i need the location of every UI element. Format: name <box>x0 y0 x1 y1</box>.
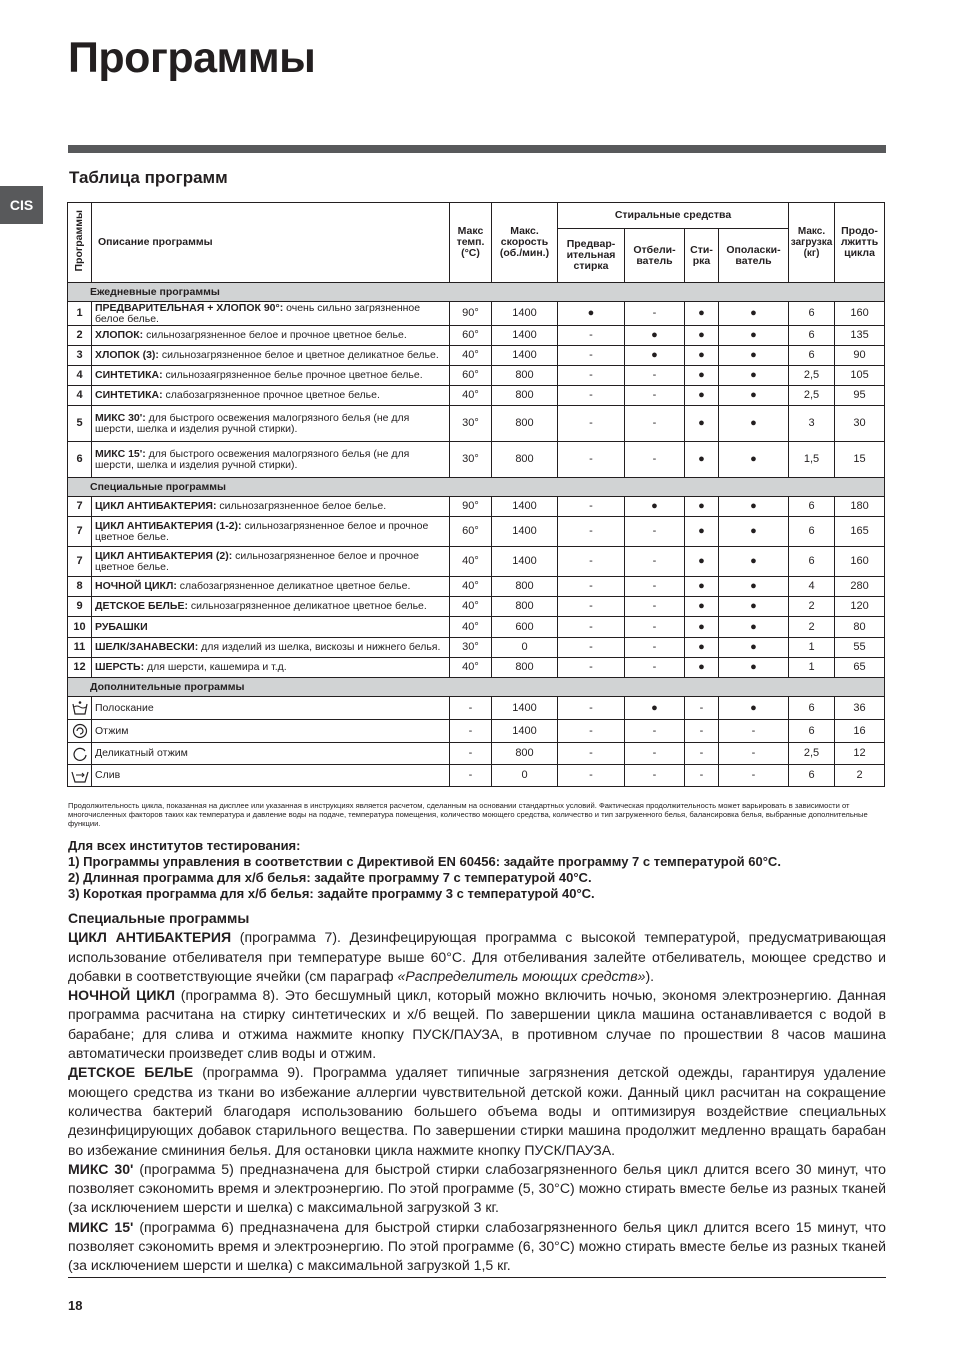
max-speed-header: Макс. скорость (об./мин.) <box>492 203 558 283</box>
max-load-header: Макс. загрузка (кг) <box>789 203 835 283</box>
softener-header: Ополаски-ватель <box>719 229 789 283</box>
wash-cell: ● <box>685 597 719 617</box>
table-row <box>68 346 885 366</box>
table-title: Таблица программ <box>69 168 228 187</box>
max-temp-cell: 40° <box>450 577 492 597</box>
bleach-cell: - <box>625 442 685 478</box>
max-speed-cell: 800 <box>492 577 558 597</box>
wash-cell: ● <box>685 497 719 517</box>
wash-cell: ● <box>685 366 719 386</box>
program-number: 11 <box>68 638 92 658</box>
bleach-header: Отбели-ватель <box>625 229 685 283</box>
max-speed-cell: 1400 <box>492 720 558 743</box>
softener-cell: ● <box>719 617 789 638</box>
page-title: Программы <box>68 34 316 82</box>
bleach-cell: - <box>625 617 685 638</box>
program-description: СИНТЕТИКА: сильнозаягрязненное белье прочное цветное белье. <box>92 366 450 386</box>
bleach-cell: - <box>625 638 685 658</box>
table-row <box>68 386 885 406</box>
max-speed-cell: 1400 <box>492 697 558 720</box>
prewash-cell: - <box>558 638 625 658</box>
prewash-cell: - <box>558 517 625 547</box>
softener-cell: ● <box>719 497 789 517</box>
program-description: МИКС 30': для быстрого освежения малогрязного белья (не для шерсти, шелка и изделия ручной стирки). <box>92 406 450 442</box>
program-description: СИНТЕТИКА: слабозагрязненное прочное цветное белье. <box>92 386 450 406</box>
max-speed-cell: 600 <box>492 617 558 638</box>
program-number: 8 <box>68 577 92 597</box>
bleach-cell: ● <box>625 326 685 346</box>
max-load-cell: 6 <box>789 697 835 720</box>
duration-cell: 90 <box>835 346 885 366</box>
max-load-cell: 6 <box>789 346 835 366</box>
table-row <box>68 497 885 517</box>
program-number: 7 <box>68 497 92 517</box>
duration-header: Продо-лжитть цикла <box>835 203 885 283</box>
spin-icon <box>68 720 92 743</box>
table-row <box>68 743 885 765</box>
max-temp-cell: 40° <box>450 658 492 678</box>
table-row <box>68 617 885 638</box>
program-description: МИКС 15': для быстрого освежения малогрязного белья (не для шерсти, шелка и изделия ручной стирки). <box>92 442 450 478</box>
program-number: 6 <box>68 442 92 478</box>
max-speed-cell: 800 <box>492 386 558 406</box>
bleach-cell: - <box>625 765 685 787</box>
softener-cell: ● <box>719 406 789 442</box>
max-speed-cell: 800 <box>492 743 558 765</box>
prewash-cell: - <box>558 326 625 346</box>
footer-rule <box>68 1277 886 1278</box>
duration-cell: 180 <box>835 497 885 517</box>
wash-cell: - <box>685 697 719 720</box>
max-load-cell: 2,5 <box>789 386 835 406</box>
wash-cell: ● <box>685 326 719 346</box>
prewash-cell: - <box>558 658 625 678</box>
bleach-cell: - <box>625 658 685 678</box>
max-speed-cell: 800 <box>492 366 558 386</box>
max-speed-cell: 800 <box>492 442 558 478</box>
language-tab: CIS <box>0 186 43 224</box>
max-load-cell: 2,5 <box>789 743 835 765</box>
mix15-paragraph: МИКС 15' (программа 6) предназначена для быстрой стирки слабозагрязненного белья цикл длится всего 15 минут, что позволяет сэкономить время и электроэнергию. По этой программе (6, 30°C) можно стирать вместе белье из разных тканей (за исключением шерсти и шелка) с максимальной загрузкой 1,5 кг. <box>68 1218 886 1274</box>
programs-header: Программы <box>68 203 92 283</box>
prewash-cell: - <box>558 697 625 720</box>
duration-cell: 2 <box>835 765 885 787</box>
prewash-header: Предвар-ительная стирка <box>558 229 625 283</box>
page-number: 18 <box>68 1298 83 1313</box>
max-speed-cell: 1400 <box>492 517 558 547</box>
duration-cell: 165 <box>835 517 885 547</box>
program-description: ШЕРСТЬ: для шерсти, кашемира и т.д. <box>92 658 450 678</box>
program-description: ЦИКЛ АНТИБАКТЕРИЯ (2): сильнозагрязненное белое и прочное цветное белье. <box>92 547 450 577</box>
duration-cell: 16 <box>835 720 885 743</box>
max-temp-cell: 90° <box>450 302 492 326</box>
night-cycle-paragraph: НОЧНОЙ ЦИКЛ (программа 8). Это бесшумный цикл, который можно включить ночью, экономя электроэнергию. Данная программа расчитана на стирку синтетических и х/б вещей. По завершении цикла машина останавливается с водой в барабане; для слива и отжима нажмите кнопку ПУСК/ПАУЗА, в противном случае по прошествии 8 часов машина автоматически произведет слив воды и отжим. <box>68 987 887 1062</box>
wash-cell: ● <box>685 547 719 577</box>
program-description: Полоскание <box>92 697 450 720</box>
softener-cell: ● <box>719 302 789 326</box>
testing-line: 3) Короткая программа для х/б белья: задайте программу 3 с температурой 40°C. <box>68 886 595 901</box>
baby-clothes-paragraph: ДЕТСКОЕ БЕЛЬЕ (программа 9). Программа удаляет типичные загрязнения детской одежды, гарантируя удаление моющего средства из ткани во избежание аллергии чувствительной детской кожи. Данный цикл расчитан на сокращение количества бактерий благодаря использованию большего объема воды и оптимизируя воздействие специальных дезинфицирующих добавок старильного вещества. По завершении стирки машина продолжит медленно вращать барабан во избежание смининия белья. Для остановки цикла нажмите кнопку ПУСК/ПАУЗА. <box>68 1064 887 1158</box>
prewash-cell: - <box>558 547 625 577</box>
wash-cell: ● <box>685 346 719 366</box>
duration-cell: 30 <box>835 406 885 442</box>
table-row <box>68 658 885 678</box>
program-description: ХЛОПОК: сильнозагрязненное белое и прочное цветное белье. <box>92 326 450 346</box>
antibacteria-paragraph: ЦИКЛ АНТИБАКТЕРИЯ (программа 7). Дезинфецирующая программа с высокой температурой, предусматривающая использование отбеливателя при температуре выше 60°С. Для отбеливания залейте отбеливатель, моющее средство и добавки в соответствующие ячейки (см параграф «Распределитель моющих средств»). <box>68 929 886 984</box>
section-title: Дополнительные программы <box>68 678 885 697</box>
max-temp-cell: 40° <box>450 597 492 617</box>
prewash-cell: - <box>558 406 625 442</box>
softener-cell: ● <box>719 346 789 366</box>
max-speed-cell: 0 <box>492 638 558 658</box>
prewash-cell: - <box>558 765 625 787</box>
program-description: ЦИКЛ АНТИБАКТЕРИЯ (1-2): сильнозагрязненное белое и прочное цветное белье. <box>92 517 450 547</box>
wash-cell: - <box>685 765 719 787</box>
program-description: ПРЕДВАРИТЕЛЬНАЯ + ХЛОПОК 90°: очень сильно загрязненное белое белье. <box>92 302 450 326</box>
softener-cell: ● <box>719 577 789 597</box>
duration-cell: 160 <box>835 547 885 577</box>
bleach-cell: - <box>625 302 685 326</box>
max-load-cell: 6 <box>789 720 835 743</box>
max-load-cell: 6 <box>789 326 835 346</box>
program-description: ДЕТСКОЕ БЕЛЬЕ: сильнозагрязненное деликатное цветное белье. <box>92 597 450 617</box>
max-load-cell: 2 <box>789 617 835 638</box>
program-number: 9 <box>68 597 92 617</box>
bleach-cell: ● <box>625 497 685 517</box>
program-number: 2 <box>68 326 92 346</box>
prewash-cell: - <box>558 597 625 617</box>
max-load-cell: 6 <box>789 302 835 326</box>
program-number: 3 <box>68 346 92 366</box>
wash-cell: ● <box>685 406 719 442</box>
max-load-cell: 2,5 <box>789 366 835 386</box>
softener-cell: ● <box>719 386 789 406</box>
bleach-cell: ● <box>625 697 685 720</box>
bleach-cell: - <box>625 366 685 386</box>
duration-cell: 65 <box>835 658 885 678</box>
max-speed-cell: 0 <box>492 765 558 787</box>
table-row <box>68 366 885 386</box>
program-description: ХЛОПОК (3): сильнозагрязненное белое и цветное деликатное белье. <box>92 346 450 366</box>
duration-cell: 105 <box>835 366 885 386</box>
testing-institutes-block <box>68 838 886 902</box>
bleach-cell: - <box>625 577 685 597</box>
max-temp-cell: 40° <box>450 346 492 366</box>
bleach-cell: - <box>625 597 685 617</box>
max-temp-cell: 40° <box>450 617 492 638</box>
duration-cell: 36 <box>835 697 885 720</box>
max-temp-header: Макс темп. (°C) <box>450 203 492 283</box>
max-temp-cell: 90° <box>450 497 492 517</box>
wash-cell: ● <box>685 658 719 678</box>
softener-cell: ● <box>719 326 789 346</box>
max-speed-cell: 800 <box>492 597 558 617</box>
max-load-cell: 4 <box>789 577 835 597</box>
wash-cell: - <box>685 743 719 765</box>
max-temp-cell: 40° <box>450 547 492 577</box>
bleach-cell: ● <box>625 346 685 366</box>
table-row <box>68 638 885 658</box>
bleach-cell: - <box>625 547 685 577</box>
wash-cell: - <box>685 720 719 743</box>
section-header-row <box>68 283 885 302</box>
max-temp-cell: 30° <box>450 406 492 442</box>
testing-line: 1) Программы управления в соответствии с Директивой EN 60456: задайте программу 7 с температурой 60°C. <box>68 854 781 869</box>
max-temp-cell: - <box>450 743 492 765</box>
duration-cell: 15 <box>835 442 885 478</box>
testing-title: Для всех институтов тестирования: <box>68 838 301 853</box>
duration-cell: 280 <box>835 577 885 597</box>
section-header-row <box>68 678 885 697</box>
program-number: 4 <box>68 386 92 406</box>
mix30-paragraph: МИКС 30' (программа 5) предназначена для быстрой стирки слабозагрязненного белья цикл длится всего 30 минут, что позволяет сэкономить время и электроэнергию. По этой программе (5, 30°C) можно стирать вместе белье из разных тканей (за исключением шерсти и шелка) с максимальной загрузкой 3 кг. <box>68 1160 886 1216</box>
section-title: Ежедневные программы <box>68 283 885 302</box>
duration-footnote: Продолжительность цикла, показанная на дисплее или указанная в инструкциях является расчетом, сделанным на основании стандартных условий. Фактическая продолжительность может варьировать в зависимости от многочисленных факторов таких как температура и давление воды на подаче, температура помещения, количество моющего средства, количество и тип загруженного белья, балансировка белья, выбранные дополнительные функции. <box>68 801 868 828</box>
delicate-spin-icon <box>68 743 92 765</box>
softener-cell: ● <box>719 517 789 547</box>
max-load-cell: 1 <box>789 658 835 678</box>
wash-cell: ● <box>685 302 719 326</box>
prewash-cell: - <box>558 366 625 386</box>
program-description: ЦИКЛ АНТИБАКТЕРИЯ: сильнозагрязненное белое белье. <box>92 497 450 517</box>
table-row <box>68 697 885 720</box>
table-row <box>68 597 885 617</box>
table-row <box>68 547 885 577</box>
program-description: Деликатный отжим <box>92 743 450 765</box>
bleach-cell: - <box>625 517 685 547</box>
program-number: 5 <box>68 406 92 442</box>
drain-icon <box>68 765 92 787</box>
max-temp-cell: 60° <box>450 326 492 346</box>
max-temp-cell: - <box>450 765 492 787</box>
softener-cell: ● <box>719 366 789 386</box>
prewash-cell: - <box>558 743 625 765</box>
max-speed-cell: 800 <box>492 406 558 442</box>
section-header-row <box>68 478 885 497</box>
max-load-cell: 1 <box>789 638 835 658</box>
prewash-cell: - <box>558 442 625 478</box>
special-programs-title: Специальные программы <box>68 910 250 926</box>
bleach-cell: - <box>625 386 685 406</box>
softener-cell: - <box>719 743 789 765</box>
max-temp-cell: 40° <box>450 386 492 406</box>
table-row <box>68 302 885 326</box>
wash-cell: ● <box>685 442 719 478</box>
duration-cell: 120 <box>835 597 885 617</box>
max-speed-cell: 1400 <box>492 302 558 326</box>
softener-cell: - <box>719 765 789 787</box>
prewash-cell: - <box>558 720 625 743</box>
softener-cell: ● <box>719 547 789 577</box>
program-number: 7 <box>68 547 92 577</box>
testing-line: 2) Длинная программа для х/б белья: задайте программу 7 с температурой 40°C. <box>68 870 592 885</box>
program-description: ШЕЛК/ЗАНАВЕСКИ: для изделий из шелка, вискозы и нижнего белья. <box>92 638 450 658</box>
section-title: Специальные программы <box>68 478 885 497</box>
program-number: 7 <box>68 517 92 547</box>
prewash-cell: - <box>558 617 625 638</box>
max-load-cell: 6 <box>789 517 835 547</box>
table-row <box>68 765 885 787</box>
program-number: 4 <box>68 366 92 386</box>
softener-cell: ● <box>719 638 789 658</box>
prewash-cell: ● <box>558 302 625 326</box>
program-description: НОЧНОЙ ЦИКЛ: слабозагрязненное деликатное цветное белье. <box>92 577 450 597</box>
max-temp-cell: - <box>450 720 492 743</box>
program-description: РУБАШКИ <box>92 617 450 638</box>
softener-cell: ● <box>719 697 789 720</box>
max-load-cell: 3 <box>789 406 835 442</box>
table-row <box>68 406 885 442</box>
programs-table <box>67 202 885 787</box>
prewash-cell: - <box>558 577 625 597</box>
max-temp-cell: - <box>450 697 492 720</box>
bleach-cell: - <box>625 720 685 743</box>
wash-cell: ● <box>685 517 719 547</box>
max-temp-cell: 60° <box>450 517 492 547</box>
max-temp-cell: 30° <box>450 638 492 658</box>
program-number: 10 <box>68 617 92 638</box>
title-rule <box>68 145 886 153</box>
max-temp-cell: 60° <box>450 366 492 386</box>
bleach-cell: - <box>625 743 685 765</box>
table-row <box>68 577 885 597</box>
softener-cell: - <box>719 720 789 743</box>
softener-cell: ● <box>719 597 789 617</box>
duration-cell: 80 <box>835 617 885 638</box>
max-load-cell: 6 <box>789 765 835 787</box>
bleach-cell: - <box>625 406 685 442</box>
table-row <box>68 326 885 346</box>
description-header: Описание программы <box>92 203 450 283</box>
max-load-cell: 6 <box>789 547 835 577</box>
rinse-icon <box>68 697 92 720</box>
max-speed-cell: 1400 <box>492 346 558 366</box>
program-number: 12 <box>68 658 92 678</box>
softener-cell: ● <box>719 442 789 478</box>
max-load-cell: 6 <box>789 497 835 517</box>
max-load-cell: 1,5 <box>789 442 835 478</box>
detergents-header: Стиральные средства <box>558 203 789 229</box>
table-row <box>68 442 885 478</box>
program-description: Отжим <box>92 720 450 743</box>
duration-cell: 55 <box>835 638 885 658</box>
prewash-cell: - <box>558 497 625 517</box>
max-speed-cell: 1400 <box>492 326 558 346</box>
wash-cell: ● <box>685 577 719 597</box>
prewash-cell: - <box>558 346 625 366</box>
wash-cell: ● <box>685 386 719 406</box>
duration-cell: 135 <box>835 326 885 346</box>
program-number: 1 <box>68 302 92 326</box>
program-description: Слив <box>92 765 450 787</box>
max-speed-cell: 1400 <box>492 547 558 577</box>
duration-cell: 160 <box>835 302 885 326</box>
table-row <box>68 517 885 547</box>
special-programs-block <box>68 909 886 1276</box>
max-temp-cell: 30° <box>450 442 492 478</box>
prewash-cell: - <box>558 386 625 406</box>
max-speed-cell: 800 <box>492 658 558 678</box>
wash-header: Сти-рка <box>685 229 719 283</box>
duration-cell: 12 <box>835 743 885 765</box>
wash-cell: ● <box>685 617 719 638</box>
softener-cell: ● <box>719 658 789 678</box>
max-load-cell: 2 <box>789 597 835 617</box>
table-row <box>68 720 885 743</box>
wash-cell: ● <box>685 638 719 658</box>
max-speed-cell: 1400 <box>492 497 558 517</box>
duration-cell: 95 <box>835 386 885 406</box>
